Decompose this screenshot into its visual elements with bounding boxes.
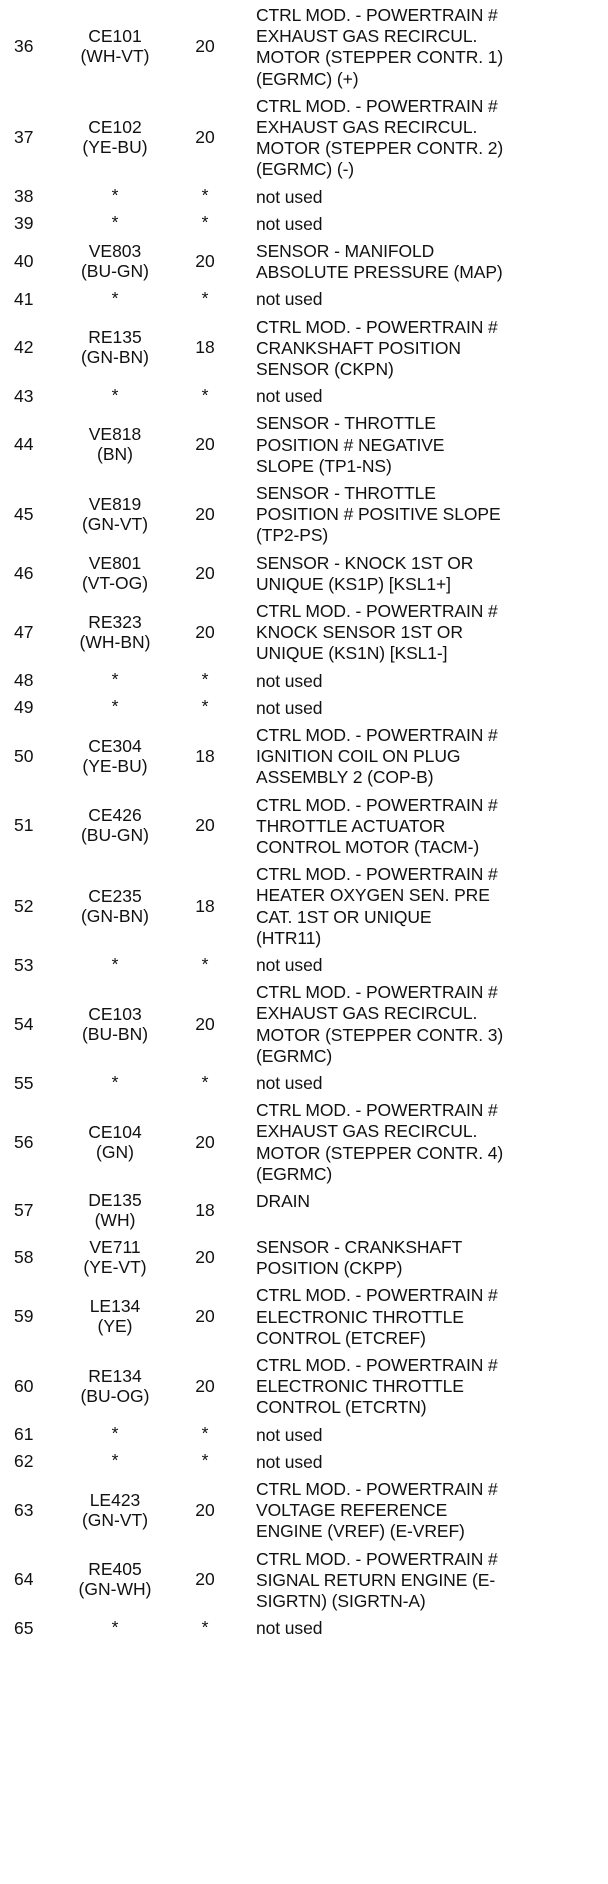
- pin-row: [0, 480, 608, 550]
- wire-code: *: [111, 953, 119, 974]
- wire-code: RE323: [88, 611, 142, 632]
- pin-number: 49: [14, 697, 34, 718]
- pin-number: 60: [14, 1375, 34, 1396]
- wire-code: CE101: [88, 26, 142, 47]
- pin-row: [0, 1097, 608, 1188]
- pin-number: 37: [14, 127, 34, 148]
- wire-circuit: [50, 1366, 180, 1406]
- pin-number: 54: [14, 1013, 34, 1034]
- wire-gauge: 18: [195, 895, 215, 916]
- wire-code: *: [111, 1423, 119, 1444]
- pin-row: [0, 1546, 608, 1616]
- pin-row: [0, 1352, 608, 1422]
- wire-circuit: [50, 1559, 180, 1599]
- wire-code: VE818: [88, 424, 142, 445]
- wire-code: CE426: [88, 805, 142, 826]
- wire-circuit: [50, 669, 180, 689]
- wire-circuit: [50, 26, 180, 66]
- pin-number: 47: [14, 621, 34, 642]
- pin-row: [0, 861, 608, 952]
- circuit-description: CTRL MOD. - POWERTRAIN # THROTTLE ACTUATOR CONTROL MOTOR (TACM-): [256, 794, 498, 857]
- wire-circuit: [50, 886, 180, 926]
- pin-number: 59: [14, 1306, 34, 1327]
- wire-circuit: [50, 1450, 180, 1470]
- wire-gauge: *: [201, 287, 209, 308]
- circuit-description: CTRL MOD. - POWERTRAIN # HEATER OXYGEN SEN. PRE CAT. 1ST OR UNIQUE (HTR11): [256, 864, 498, 948]
- wire-color: (YE): [97, 1316, 133, 1337]
- wire-color: (GN): [96, 1141, 134, 1162]
- pin-number: 50: [14, 745, 34, 766]
- pin-number: 46: [14, 562, 34, 583]
- wire-circuit: [50, 736, 180, 776]
- wire-gauge: 20: [195, 815, 215, 836]
- circuit-description: SENSOR - KNOCK 1ST OR UNIQUE (KS1P) [KSL1+]: [256, 552, 474, 594]
- pin-number: 42: [14, 337, 34, 358]
- wire-gauge: 20: [195, 1375, 215, 1396]
- pin-row: [0, 1422, 608, 1449]
- wire-circuit: [50, 805, 180, 845]
- circuit-description: CTRL MOD. - POWERTRAIN # KNOCK SENSOR 1ST OR UNIQUE (KS1N) [KSL1-]: [256, 601, 498, 664]
- pin-number: 57: [14, 1200, 34, 1220]
- wire-circuit: [50, 385, 180, 405]
- pin-row: [0, 1449, 608, 1476]
- pin-number: 44: [14, 434, 34, 455]
- wire-gauge: 20: [195, 1569, 215, 1590]
- wire-color: (GN-WH): [78, 1579, 152, 1600]
- pin-row: [0, 211, 608, 238]
- wire-color: (GN-VT): [81, 1509, 149, 1530]
- wire-code: VE819: [88, 493, 142, 514]
- pin-number: 52: [14, 895, 34, 916]
- wire-color: (GN-VT): [81, 513, 149, 534]
- pin-row: [0, 668, 608, 695]
- wire-gauge: *: [201, 1450, 209, 1471]
- pin-row: [0, 2, 608, 93]
- wire-circuit: [50, 612, 180, 652]
- wire-gauge: 18: [195, 1200, 215, 1220]
- circuit-description: not used: [256, 186, 323, 207]
- pin-row: [0, 1188, 608, 1234]
- wire-color: (GN-BN): [80, 347, 150, 368]
- wire-code: CE304: [88, 735, 142, 756]
- wire-gauge: 20: [195, 503, 215, 524]
- pin-number: 63: [14, 1499, 34, 1520]
- wire-gauge: 20: [195, 434, 215, 455]
- circuit-description: not used: [256, 1618, 323, 1639]
- pin-number: 58: [14, 1247, 34, 1268]
- pin-row: [0, 383, 608, 410]
- wire-code: RE135: [88, 327, 142, 348]
- wire-code: RE134: [88, 1365, 142, 1386]
- wire-code: CE104: [88, 1121, 142, 1142]
- wire-circuit: [50, 553, 180, 593]
- wire-circuit: [50, 327, 180, 367]
- pin-number: 61: [14, 1424, 34, 1445]
- pin-row: [0, 93, 608, 184]
- wire-circuit: [50, 1122, 180, 1162]
- wire-color: (WH-VT): [80, 46, 150, 67]
- wire-gauge: 20: [195, 1306, 215, 1327]
- wire-gauge: 20: [195, 562, 215, 583]
- wire-color: (WH-BN): [79, 631, 151, 652]
- circuit-description: not used: [256, 386, 323, 407]
- wire-code: *: [111, 384, 119, 405]
- wire-color: (VT-OG): [81, 572, 149, 593]
- circuit-description: SENSOR - CRANKSHAFT POSITION (CKPP): [256, 1237, 463, 1279]
- circuit-description: CTRL MOD. - POWERTRAIN # ELECTRONIC THROTTLE CONTROL (ETCREF): [256, 1285, 498, 1348]
- wire-gauge: *: [201, 212, 209, 233]
- wire-gauge: *: [201, 384, 209, 405]
- wire-code: CE102: [88, 117, 142, 138]
- pin-row: [0, 286, 608, 313]
- circuit-description: not used: [256, 955, 323, 975]
- pin-number: 51: [14, 815, 34, 836]
- pin-row: [0, 550, 608, 598]
- pin-row: [0, 1615, 608, 1642]
- wire-gauge: 18: [195, 337, 215, 358]
- pin-number: 40: [14, 251, 34, 272]
- wire-circuit: [50, 288, 180, 308]
- pin-number: 56: [14, 1131, 34, 1152]
- pin-number: 48: [14, 670, 34, 691]
- wire-circuit: [50, 1490, 180, 1530]
- wire-circuit: [50, 1237, 180, 1277]
- wire-color: (BU-GN): [80, 261, 150, 282]
- wire-gauge: *: [201, 1616, 209, 1637]
- circuit-description: SENSOR - THROTTLE POSITION # POSITIVE SLOPE (TP2-PS): [256, 483, 501, 546]
- pin-number: 45: [14, 503, 34, 524]
- circuit-description: CTRL MOD. - POWERTRAIN # EXHAUST GAS RECIRCUL. MOTOR (STEPPER CONTR. 3) (EGRMC): [256, 982, 504, 1066]
- wire-code: LE423: [89, 1489, 141, 1510]
- wire-circuit: [50, 117, 180, 157]
- wire-color: (GN-BN): [80, 905, 150, 926]
- wire-code: *: [111, 1616, 119, 1637]
- wire-circuit: [50, 1004, 180, 1044]
- circuit-description: not used: [256, 1451, 323, 1472]
- wire-circuit: [50, 241, 180, 281]
- pin-row: [0, 1070, 608, 1097]
- wire-gauge: *: [201, 1423, 209, 1444]
- wire-gauge: 20: [195, 1131, 215, 1152]
- pin-row: [0, 184, 608, 211]
- circuit-description: CTRL MOD. - POWERTRAIN # SIGNAL RETURN ENGINE (E- SIGRTN) (SIGRTN-A): [256, 1548, 498, 1611]
- wire-circuit: [50, 1190, 180, 1230]
- wire-gauge: 20: [195, 621, 215, 642]
- pin-number: 36: [14, 36, 34, 57]
- wire-code: DE135: [88, 1190, 142, 1210]
- wire-gauge: 20: [195, 1499, 215, 1520]
- wire-code: *: [111, 669, 119, 690]
- circuit-description: SENSOR - MANIFOLD ABSOLUTE PRESSURE (MAP): [256, 241, 503, 283]
- pin-row: [0, 695, 608, 722]
- pin-number: 38: [14, 186, 34, 207]
- wire-gauge: 20: [195, 127, 215, 148]
- pin-row: [0, 979, 608, 1070]
- pin-number: 65: [14, 1617, 34, 1638]
- wire-code: *: [111, 1450, 119, 1471]
- wire-color: (YE-BU): [82, 755, 148, 776]
- circuit-description: CTRL MOD. - POWERTRAIN # IGNITION COIL ON PLUG ASSEMBLY 2 (COP-B): [256, 725, 498, 788]
- wire-gauge: 20: [195, 1013, 215, 1034]
- wire-circuit: [50, 696, 180, 716]
- circuit-description: CTRL MOD. - POWERTRAIN # EXHAUST GAS RECIRCUL. MOTOR (STEPPER CONTR. 4) (EGRMC): [256, 1100, 504, 1184]
- circuit-description: CTRL MOD. - POWERTRAIN # EXHAUST GAS RECIRCUL. MOTOR (STEPPER CONTR. 2) (EGRMC) (-): [256, 95, 504, 180]
- wire-code: *: [111, 287, 119, 308]
- circuit-description: not used: [256, 1424, 323, 1445]
- circuit-description: CTRL MOD. - POWERTRAIN # CRANKSHAFT POSITION SENSOR (CKPN): [256, 316, 498, 379]
- wire-color: (BN): [97, 444, 133, 465]
- pin-number: 62: [14, 1451, 34, 1472]
- pin-row: [0, 410, 608, 480]
- circuit-description: not used: [256, 289, 323, 310]
- pin-number: 53: [14, 954, 34, 975]
- wire-color: (BU-OG): [80, 1385, 150, 1406]
- circuit-description: not used: [256, 697, 323, 718]
- pin-row: [0, 792, 608, 862]
- wire-circuit: [50, 1296, 180, 1336]
- wire-color: (BU-BN): [81, 1023, 149, 1044]
- wire-gauge: *: [201, 1071, 209, 1092]
- wire-code: *: [111, 696, 119, 717]
- circuit-description: not used: [256, 213, 323, 234]
- wire-code: LE134: [89, 1296, 141, 1317]
- wire-gauge: 20: [195, 36, 215, 57]
- circuit-description: DRAIN: [256, 1191, 310, 1211]
- wire-circuit: [50, 494, 180, 534]
- wire-code: RE405: [88, 1559, 142, 1580]
- pin-row: [0, 238, 608, 286]
- circuit-description: CTRL MOD. - POWERTRAIN # EXHAUST GAS RECIRCUL. MOTOR (STEPPER CONTR. 1) (EGRMC) (+): [256, 5, 504, 89]
- pin-number: 43: [14, 385, 34, 406]
- wire-gauge: *: [201, 669, 209, 690]
- wire-code: *: [111, 1071, 119, 1092]
- wire-code: *: [111, 185, 119, 206]
- wire-color: (YE-BU): [82, 137, 148, 158]
- pin-row: [0, 952, 608, 979]
- wire-gauge: *: [201, 953, 209, 974]
- wire-color: (YE-VT): [83, 1257, 147, 1278]
- wire-code: VE801: [88, 552, 142, 573]
- pin-row: [0, 1234, 608, 1282]
- pin-row: [0, 1282, 608, 1352]
- pin-row: [0, 722, 608, 792]
- wire-circuit: [50, 185, 180, 205]
- pin-number: 55: [14, 1072, 34, 1093]
- circuit-description: CTRL MOD. - POWERTRAIN # VOLTAGE REFERENCE ENGINE (VREF) (E-VREF): [256, 1479, 498, 1542]
- wire-code: *: [111, 212, 119, 233]
- pin-number: 64: [14, 1569, 34, 1590]
- circuit-description: not used: [256, 670, 323, 691]
- wire-code: CE103: [88, 1003, 142, 1024]
- circuit-description: CTRL MOD. - POWERTRAIN # ELECTRONIC THROTTLE CONTROL (ETCRTN): [256, 1355, 498, 1418]
- pin-number: 39: [14, 213, 34, 234]
- pin-row: [0, 1476, 608, 1546]
- wire-circuit: [50, 424, 180, 464]
- wire-gauge: 20: [195, 251, 215, 272]
- pin-number: 41: [14, 288, 34, 309]
- wire-code: CE235: [88, 885, 142, 906]
- wire-code: VE803: [88, 241, 142, 262]
- wire-circuit: [50, 1617, 180, 1637]
- wire-color: (WH): [94, 1210, 136, 1230]
- wire-circuit: [50, 212, 180, 232]
- wire-circuit: [50, 954, 180, 974]
- circuit-description: SENSOR - THROTTLE POSITION # NEGATIVE SLOPE (TP1-NS): [256, 413, 445, 476]
- wire-code: VE711: [89, 1237, 141, 1258]
- wire-circuit: [50, 1072, 180, 1092]
- wire-color: (BU-GN): [80, 825, 150, 846]
- wire-gauge: *: [201, 185, 209, 206]
- pin-row: [0, 314, 608, 384]
- circuit-description: not used: [256, 1073, 323, 1093]
- wire-gauge: 20: [195, 1247, 215, 1268]
- pin-row: [0, 598, 608, 668]
- wire-gauge: 18: [195, 745, 215, 766]
- wire-circuit: [50, 1423, 180, 1443]
- wire-gauge: *: [201, 696, 209, 717]
